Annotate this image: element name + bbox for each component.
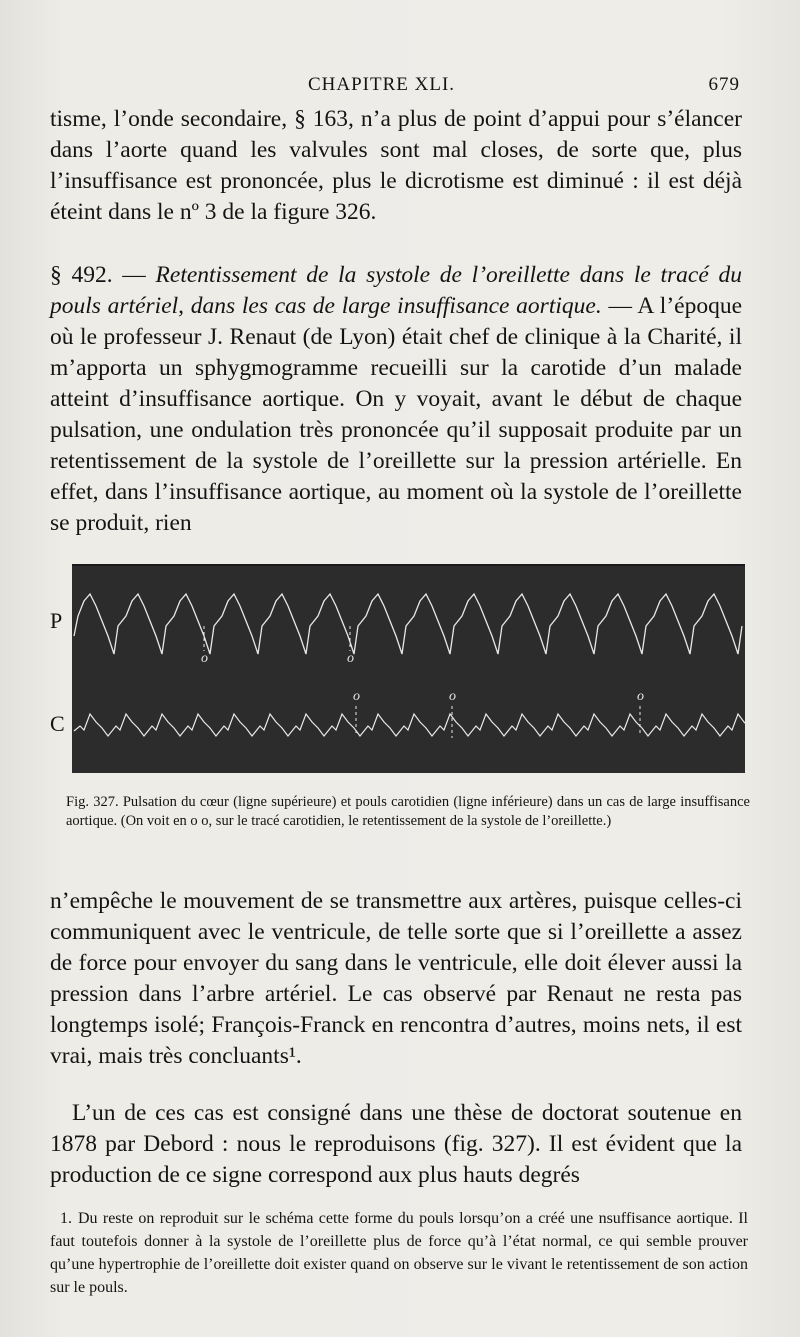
section-paragraph xyxy=(50,260,742,539)
marker-o-label: o xyxy=(353,689,360,704)
paragraph-text: L’un de ces cas est consigné dans une thèse de doctorat soutenue en 1878 par Debord : nous le reproduisons (fig. 327). Il est évident que la production de ce signe correspond aux plus hauts degrés xyxy=(50,1100,742,1188)
paragraph-debord xyxy=(50,1098,742,1191)
sphygmogram-figure xyxy=(72,564,745,773)
paragraph-continuation xyxy=(50,104,742,228)
heart-pulsation-trace xyxy=(74,594,742,654)
figure-label-c: C xyxy=(50,711,65,736)
section-text: — A l’époque où le professeur J. Renaut (de Lyon) était chef de clinique à la Charité, il m’apporta un sphygmogramme recueilli sur la carotide d’un malade atteint d’insuffisance aortique. On y voyait, avant le début de chaque pulsation, une ondulation très prononcée qu’il supposait produite par un retentissement de la systole de l’oreillette sur la pression artérielle. En effet, dans l’insuffisance aortique, au moment où la systole de l’oreillette se produit, rien xyxy=(50,293,743,536)
section-number: § 492. xyxy=(50,262,113,288)
section-title: Retentissement de la systole de l’oreillette dans le tracé du pouls artériel, dans les cas de large insuffisance aortique. xyxy=(50,262,742,319)
running-head xyxy=(50,68,740,98)
page-number: 679 xyxy=(708,74,740,95)
marker-o-label: o xyxy=(347,651,354,666)
figure-label-p: P xyxy=(50,608,63,633)
chapter-title: CHAPITRE XLI. xyxy=(308,74,456,95)
footnote-text: Du reste on reproduit sur le schéma cette forme du pouls lorsqu’on a créé une nsuffisance aortique. Il faut toutefois donner à la systole de l’oreillette plus de force qu’à l’état normal, ce qui semble prouver qu’une hypertrophie de l’oreillette doit exister quand on observe sur le vivant le retentissement de son action sur le pouls. xyxy=(50,1210,748,1296)
figure-caption: Fig. 327. Pulsation du cœur (ligne supérieure) et pouls carotidien (ligne inférieure) dans un cas de large insuffisance aortique. (On voit en o o, sur le tracé carotidien, le retentissement de la systole de l’oreillette.) xyxy=(66,794,750,829)
marker-o-label: o xyxy=(637,689,644,704)
paragraph-text: n’empêche le mouvement de se transmettre aux artères, puisque celles-ci communiquent avec le ventricule, de telle sorte que si l’oreillette a assez de force pour envoyer du sang dans le ventricule, elle doit élever aussi la pression dans l’arbre artériel. Le cas observé par Renaut ne resta pas longtemps isolé; François-Franck en rencontra d’autres, moins nets, il est vrai, mais très concluants¹. xyxy=(50,888,742,1069)
sphygmogram-traces xyxy=(72,566,745,771)
marker-o-label: o xyxy=(449,689,456,704)
section-dash: — xyxy=(112,262,156,288)
paragraph-after-figure xyxy=(50,886,742,1072)
marker-o-label: o xyxy=(201,651,208,666)
section-492 xyxy=(50,260,742,539)
footnote xyxy=(50,1207,748,1299)
carotid-pulse-trace xyxy=(74,714,745,736)
footnote-number: 1. xyxy=(60,1210,72,1227)
paragraph-text: tisme, l’onde secondaire, § 163, n’a plus de point d’appui pour s’élancer dans l’aorte quand les valvules sont mal closes, de sorte que, plus l’insuffisance est prononcée, plus le dicrotisme est diminué : il est déjà éteint dans le nº 3 de la figure 326. xyxy=(50,106,742,225)
